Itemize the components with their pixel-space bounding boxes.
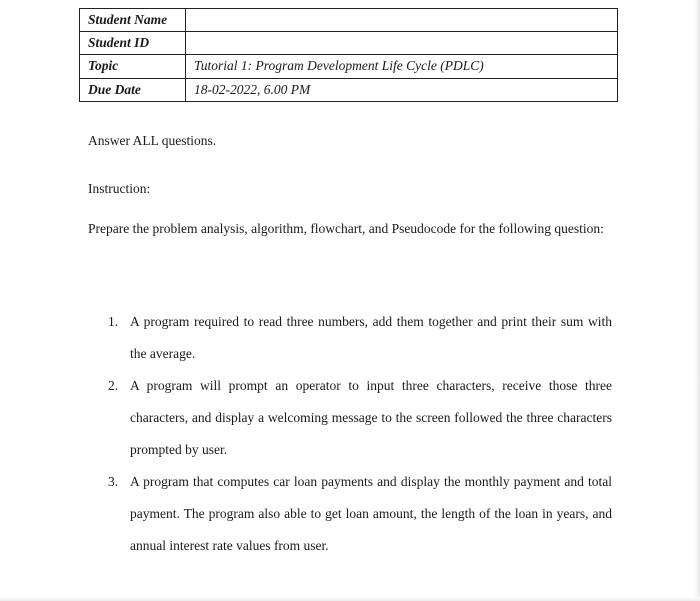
topic-label: Topic	[80, 55, 186, 78]
question-number-2: 2.	[108, 378, 119, 393]
topic-value: Tutorial 1: Program Development Life Cycle (PDLC)	[186, 55, 618, 78]
table-row-topic	[80, 55, 618, 78]
student-id-label: Student ID	[80, 32, 186, 55]
page-edge-shadow-bottom	[0, 597, 700, 601]
question-item-1	[108, 306, 612, 370]
page-edge-shadow-right	[694, 0, 700, 601]
student-name-value	[186, 9, 618, 32]
question-text-1: A program required to read three numbers, add them together and print their sum with the average.	[130, 314, 612, 361]
question-text-3: A program that computes car loan payments and display the monthly payment and total payment. The program also able to get loan amount, the length of the loan in years, and annual interest rate values from user.	[130, 474, 612, 553]
due-date-value: 18-02-2022, 6.00 PM	[186, 78, 618, 101]
question-item-3	[108, 466, 612, 562]
student-name-label: Student Name	[80, 9, 186, 32]
table-row-student-name	[80, 9, 618, 32]
question-text-2: A program will prompt an operator to input three characters, receive those three characters, and display a welcoming message to the screen followed the three characters prompted by user.	[130, 378, 612, 457]
instruction-heading: Instruction:	[88, 181, 151, 196]
student-info-table	[79, 8, 618, 102]
question-item-2	[108, 370, 612, 466]
instruction-body: Prepare the problem analysis, algorithm, flowchart, and Pseudocode for the following question:	[88, 221, 604, 236]
question-number-1: 1.	[108, 314, 119, 329]
question-number-3: 3.	[108, 474, 119, 489]
table-row-due-date	[80, 78, 618, 101]
due-date-label: Due Date	[80, 78, 186, 101]
question-list	[108, 306, 612, 562]
table-row-student-id	[80, 32, 618, 55]
answer-all-instruction: Answer ALL questions.	[88, 133, 217, 148]
student-id-value	[186, 32, 618, 55]
